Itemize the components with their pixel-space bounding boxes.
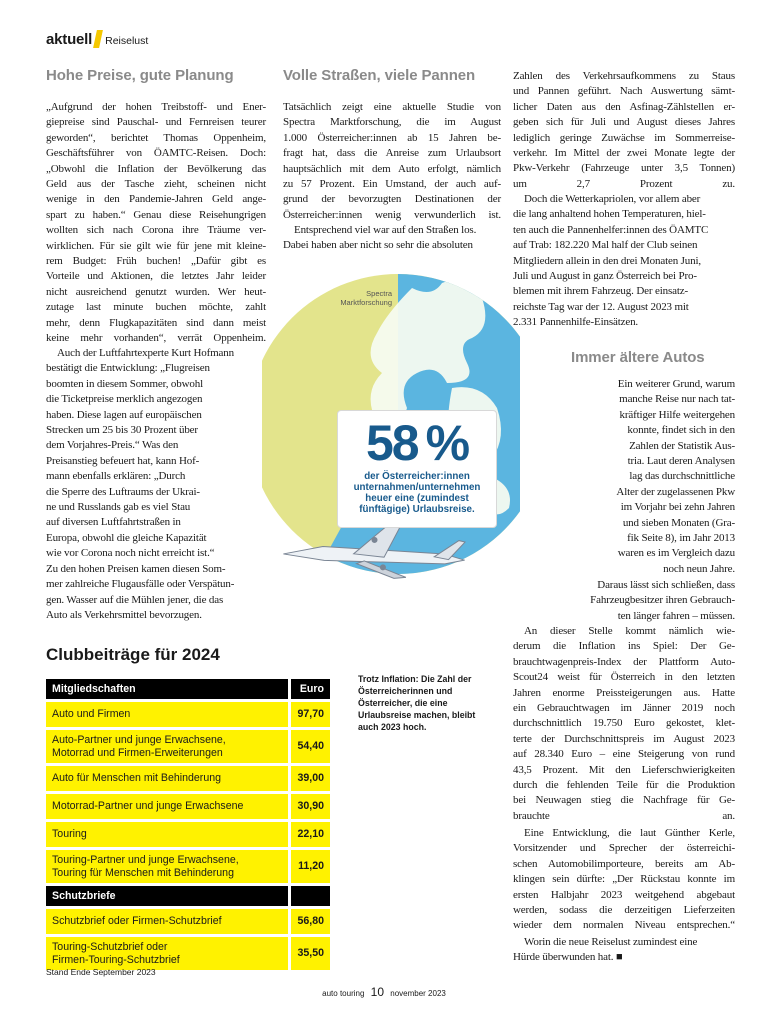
text-line: zu 57 Prozent. Ein Umstand, der auch auf- — [283, 178, 501, 191]
text-line: Daraus lässt sich schließen, dass — [597, 579, 735, 591]
fees-header-label: Mitgliedschaften — [46, 679, 288, 699]
text-line: ein Gebrauchtwagen im Jänner 2019 noch — [513, 702, 735, 715]
fees-row-label: Schutzbrief oder Firmen-Schutzbrief — [46, 909, 288, 934]
text-line: Auto als Verkehrsmittel bevorzugen. — [46, 608, 202, 621]
text-line: Scout24 weist für Österreich in den letzten — [513, 671, 735, 684]
text-line: kräftiger Hilfe weitergehen — [619, 408, 735, 421]
text-line: Vorteile und Aktionen, die letztes Jahr leider — [46, 270, 266, 283]
col1-text — [46, 100, 266, 347]
text-line: blemen mit ihrem Fahrzeug. Der einsatz- — [513, 285, 688, 298]
accent-bar — [93, 30, 103, 48]
text-line: Dabei haben aber nicht so sehr die absoluten — [283, 239, 473, 252]
section-header — [46, 28, 148, 48]
text-line: Ein weiterer Grund, warum — [617, 378, 735, 390]
page-footer — [0, 985, 768, 999]
col3-text-4 — [520, 578, 735, 624]
text-line: und Pannen geführt. Nach Auswertung sämt- — [513, 85, 735, 98]
chart-source: Spectra Marktforschung — [340, 289, 392, 307]
fees-row-value: 35,50 — [288, 937, 330, 970]
fees-note: Stand Ende September 2023 — [46, 967, 156, 977]
stat-value: 58 % — [365, 415, 469, 471]
text-line: Doch die Wetterkapriolen, vor allem aber — [524, 193, 701, 205]
fees-header-row — [46, 679, 330, 699]
section-label: aktuell — [46, 31, 93, 48]
text-line: reichste Tag war der 12. August 2023 mit — [513, 300, 689, 313]
image-caption: Trotz Inflation: Die Zahl der Österreicherinnen und Österreicher, die eine Urlaubsreise machen, bleibt auch 2023 hoch. — [358, 674, 476, 732]
text-line: Zahlen der Statistik Aus- — [629, 439, 735, 452]
col2-heading: Volle Straßen, viele Pannen — [283, 67, 476, 84]
fees-row-value: 97,70 — [288, 702, 330, 727]
text-line: Spectra Marktforschung, die im August — [283, 116, 501, 129]
text-line: Zahlen des Verkehrsaufkommens zu Staus — [513, 70, 735, 82]
text-line: 43,5 Prozent. Mit den Lieferschwierigkeiten — [513, 763, 735, 776]
text-line: hauptsächlich mit dem Auto erfolgt, nämlich — [283, 162, 501, 175]
text-line: fik Seite 8), im Jahr 2013 — [627, 532, 735, 545]
text-line: „Obwohl die Inflation der Bevölkerung das — [46, 162, 266, 175]
text-line: die Sperre des Luftraums der Ukrai- — [46, 485, 200, 498]
text-line: Mitgliedern allein in den drei Monaten Juni, — [513, 254, 701, 267]
text-line: klingen sein dürfte: „Der Rückstau konnte im — [513, 873, 735, 886]
fees-header-value — [288, 886, 330, 906]
fees-row-value: 30,90 — [288, 794, 330, 819]
text-line: grund der bevorzugten Destinationen der — [283, 193, 501, 206]
text-line: zutage last minute buchen möchte, zahlt — [46, 301, 266, 314]
fees-row — [46, 822, 330, 847]
text-line: wollten sich nach Corona ihre Träume ver- — [46, 224, 266, 237]
text-line: um 2,7 Prozent zu. — [513, 177, 735, 190]
fees-header-value: Euro — [288, 679, 330, 699]
fees-row-label: Auto und Firmen — [46, 702, 288, 727]
fees-row — [46, 702, 330, 727]
footer-issue: november 2023 — [390, 989, 446, 998]
text-line: Worin die neue Reiselust zumindest eine — [524, 936, 698, 948]
text-line: Juli und August in ganz Österreich bei Pro- — [513, 270, 697, 283]
text-line: keine mehr vorhanden“, verrät Oppenheim. — [46, 332, 266, 345]
text-line: verkehr. Im Mittel der zwei Monate legte der — [513, 147, 735, 160]
text-line: auf Trab: 182.220 Mal half der Club seinen — [513, 239, 698, 252]
text-line: und sieben Monaten (Gra- — [622, 516, 735, 529]
fees-row-label: Auto für Menschen mit Behinderung — [46, 766, 288, 791]
fees-row-value: 39,00 — [288, 766, 330, 791]
col2-text — [283, 100, 501, 223]
text-line: wieder dem normalen Niveau entsprechen.“ — [513, 919, 735, 932]
text-line: dem Vorjahres-Preis.“ Was den — [46, 439, 179, 452]
text-line: mehr, denn Flugkapazitäten sind dann meist — [46, 316, 266, 329]
text-line: geworden“, berichtet Thomas Oppenheim, — [46, 131, 266, 144]
col1-text-2 — [46, 346, 266, 623]
text-line: durch die fehlenden Teile für die Produktion — [513, 779, 735, 792]
text-line: werden, sodass die derzeitigen Lieferzeiten — [513, 904, 735, 917]
fees-section-row — [46, 886, 330, 906]
col3-text-3 — [540, 377, 735, 577]
text-line: fragt hat, dass die Anreise zum Urlaubsort — [283, 147, 501, 160]
fees-row-value: 56,80 — [288, 909, 330, 934]
text-line: ne und Russlands gab es viel Stau — [46, 501, 191, 514]
col3-text-2 — [513, 192, 735, 331]
text-line: boomten in diesem Sommer, obwohl — [46, 377, 203, 390]
text-line: durchschnittlich 19.750 Euro gekostet, klet- — [513, 717, 735, 730]
text-line: An dieser Stelle kommt nämlich wie- — [524, 625, 735, 637]
text-line: terte der Durchschnittspreis im August 2023 — [513, 732, 735, 745]
fees-row — [46, 909, 330, 934]
text-line: mer zahlreiche Flugausfälle oder Verspätun- — [46, 578, 235, 591]
text-line: brauchtwagenpreis-Index der Plattform Auto- — [513, 655, 735, 668]
col3-text — [513, 69, 735, 192]
text-line: gen. Wasser auf die Mühlen jener, die das — [46, 593, 224, 606]
text-line: Geld aus der Tasche zieht, scheinen nicht — [46, 178, 266, 191]
fees-row — [46, 850, 330, 883]
text-line: derum die Inflation ins Spiel: Der Ge- — [513, 640, 735, 653]
fees-row — [46, 730, 330, 763]
col1-heading: Hohe Preise, gute Planung — [46, 67, 234, 84]
fees-row-label: Auto-Partner und junge Erwachsene, Motorrad und Firmen-Erweiterungen — [46, 730, 288, 763]
fees-row — [46, 937, 330, 970]
text-line: rem Budget: Früh buchen! „Dafür gibt es — [46, 255, 266, 268]
text-line: lag das durchschnittliche — [629, 470, 735, 483]
text-line: schen Automobilimporteure, bereits am Ab- — [513, 857, 735, 870]
fees-row-value: 22,10 — [288, 822, 330, 847]
text-line: auf diversen Luftfahrtstraßen in — [46, 516, 181, 529]
fees-row-label: Touring-Schutzbrief oder Firmen-Touring-Schutzbrief — [46, 937, 288, 970]
text-line: noch neun Jahre. — [663, 562, 735, 575]
fees-table — [46, 676, 330, 973]
text-line: geben sich für Juli und August dieses Jahres — [513, 116, 735, 129]
text-line: konnte, findet sich in den — [627, 424, 735, 437]
stat-box — [337, 410, 497, 528]
col3-text-5 — [513, 624, 735, 824]
text-line: waren es im Vergleich dazu — [617, 547, 735, 560]
text-line: wirklichen. Für sie gilt wie für jene mit kleine- — [46, 239, 266, 252]
stat-caption: der Österreicher:innen unternahmen/unternehmen heuer eine (zumindest fünftägige) Urlaubsreise. — [353, 471, 481, 515]
text-line: Fahrzeugbesitzer ihren Gebrauch- — [590, 594, 735, 607]
fees-title: Clubbeiträge für 2024 — [46, 645, 220, 664]
text-line: Eine Entwicklung, die laut Günther Kerle, — [524, 827, 735, 839]
text-line: auf 28.340 Euro – eine Steigerung von rund — [513, 748, 735, 761]
fees-row — [46, 794, 330, 819]
text-line: Pkw-Verkehr (Fahrzeuge unter 3,5 Tonnen) — [513, 162, 735, 175]
text-line: spart zu haben.“ Genau diese Reisehungrigen — [46, 208, 266, 221]
text-line: Tatsächlich zeigt eine aktuelle Studie von — [283, 101, 501, 113]
text-line: ersten Halbjahr 2023 weitgehend abgebaut — [513, 888, 735, 901]
text-line: lediglich geringe Zuwächse im Sommerreise- — [513, 131, 735, 144]
text-line: Strecken um 25 bis 30 Prozent über — [46, 424, 198, 437]
text-line: Vorsitzender und Sprecher der österreichi- — [513, 842, 735, 855]
text-line: manche Reise nur nach tat- — [619, 393, 735, 406]
text-line: giepreise sind Pauschal- und Fernreisen teurer — [46, 116, 266, 129]
text-line: bestätigt die Entwicklung: „Flugreisen — [46, 362, 210, 375]
text-line: haben. Diese lagen auf europäischen — [46, 408, 202, 421]
fees-row — [46, 766, 330, 791]
fees-header-label: Schutzbriefe — [46, 886, 288, 906]
text-line: nicht ausreichend genutzt wurden. Wer heut- — [46, 285, 266, 298]
text-line: Hürde überwunden hat. ■ — [513, 951, 623, 964]
text-line: Auch der Luftfahrtexperte Kurt Hofmann — [57, 347, 234, 359]
text-line: licher Daten aus den Asfinag-Zählstellen er- — [513, 100, 735, 113]
text-line: Jahren enorme Preissteigerungen aus. Hatte — [513, 686, 735, 699]
col3-text-6 — [513, 826, 735, 934]
text-line: Entsprechend viel war auf den Straßen los. — [294, 224, 477, 236]
text-line: „Aufgrund der hohen Treibstoff- und Ener- — [46, 101, 266, 113]
text-line: Preisanstieg befeuert hat, kann Hof- — [46, 454, 200, 467]
text-line: ten länger fahren – müssen. — [617, 609, 735, 622]
text-line: Europa, obwohl die gleiche Kapazität — [46, 531, 207, 544]
text-line: die Ticketpreise merklich angezogen — [46, 393, 203, 406]
fees-row-value: 11,20 — [288, 850, 330, 883]
page-number: 10 — [370, 985, 385, 999]
text-line: Geschäftsführer von ÖAMTC-Reisen. Doch: — [46, 147, 266, 160]
text-line: Österreicher:innen wenig verwunderlich ist. — [283, 208, 501, 221]
col3-text-7 — [513, 935, 735, 966]
fees-row-value: 54,40 — [288, 730, 330, 763]
text-line: mann ebenfalls erklären: „Durch — [46, 470, 186, 483]
text-line: brauchte an. — [513, 809, 735, 822]
text-line: im Vorjahr bei zehn Jahren — [620, 501, 735, 514]
fees-row-label: Touring — [46, 822, 288, 847]
text-line: 1.000 Österreicher:innen ab 15 Jahren be- — [283, 131, 501, 144]
subsection-label: Reiselust — [105, 35, 149, 47]
text-line: Alter der zugelassenen Pkw — [616, 485, 735, 498]
text-line: Zu den hohen Preisen kamen diesen Som- — [46, 562, 226, 575]
footer-magazine: auto touring — [322, 989, 365, 998]
text-line: bei Neuwagen stieg die Nachfrage für Ge- — [513, 794, 735, 807]
col3-heading: Immer ältere Autos — [571, 349, 705, 366]
text-line: die lang anhaltend hohen Temperaturen, hiel- — [513, 208, 706, 221]
text-line: wenige in den Pandemie-Jahren Geld ange- — [46, 193, 266, 206]
text-line: tria. Laut deren Analysen — [627, 455, 735, 468]
fees-row-label: Touring-Partner und junge Erwachsene, Touring für Menschen mit Behinderung — [46, 850, 288, 883]
fees-row-label: Motorrad-Partner und junge Erwachsene — [46, 794, 288, 819]
text-line: ten auch die Pannenhelfer:innen des ÖAMTC — [513, 223, 709, 236]
text-line: wie vor Corona noch nicht erreicht ist.“ — [46, 547, 215, 560]
text-line: 2.331 Pannenhilfe-Einsätzen. — [513, 316, 639, 329]
